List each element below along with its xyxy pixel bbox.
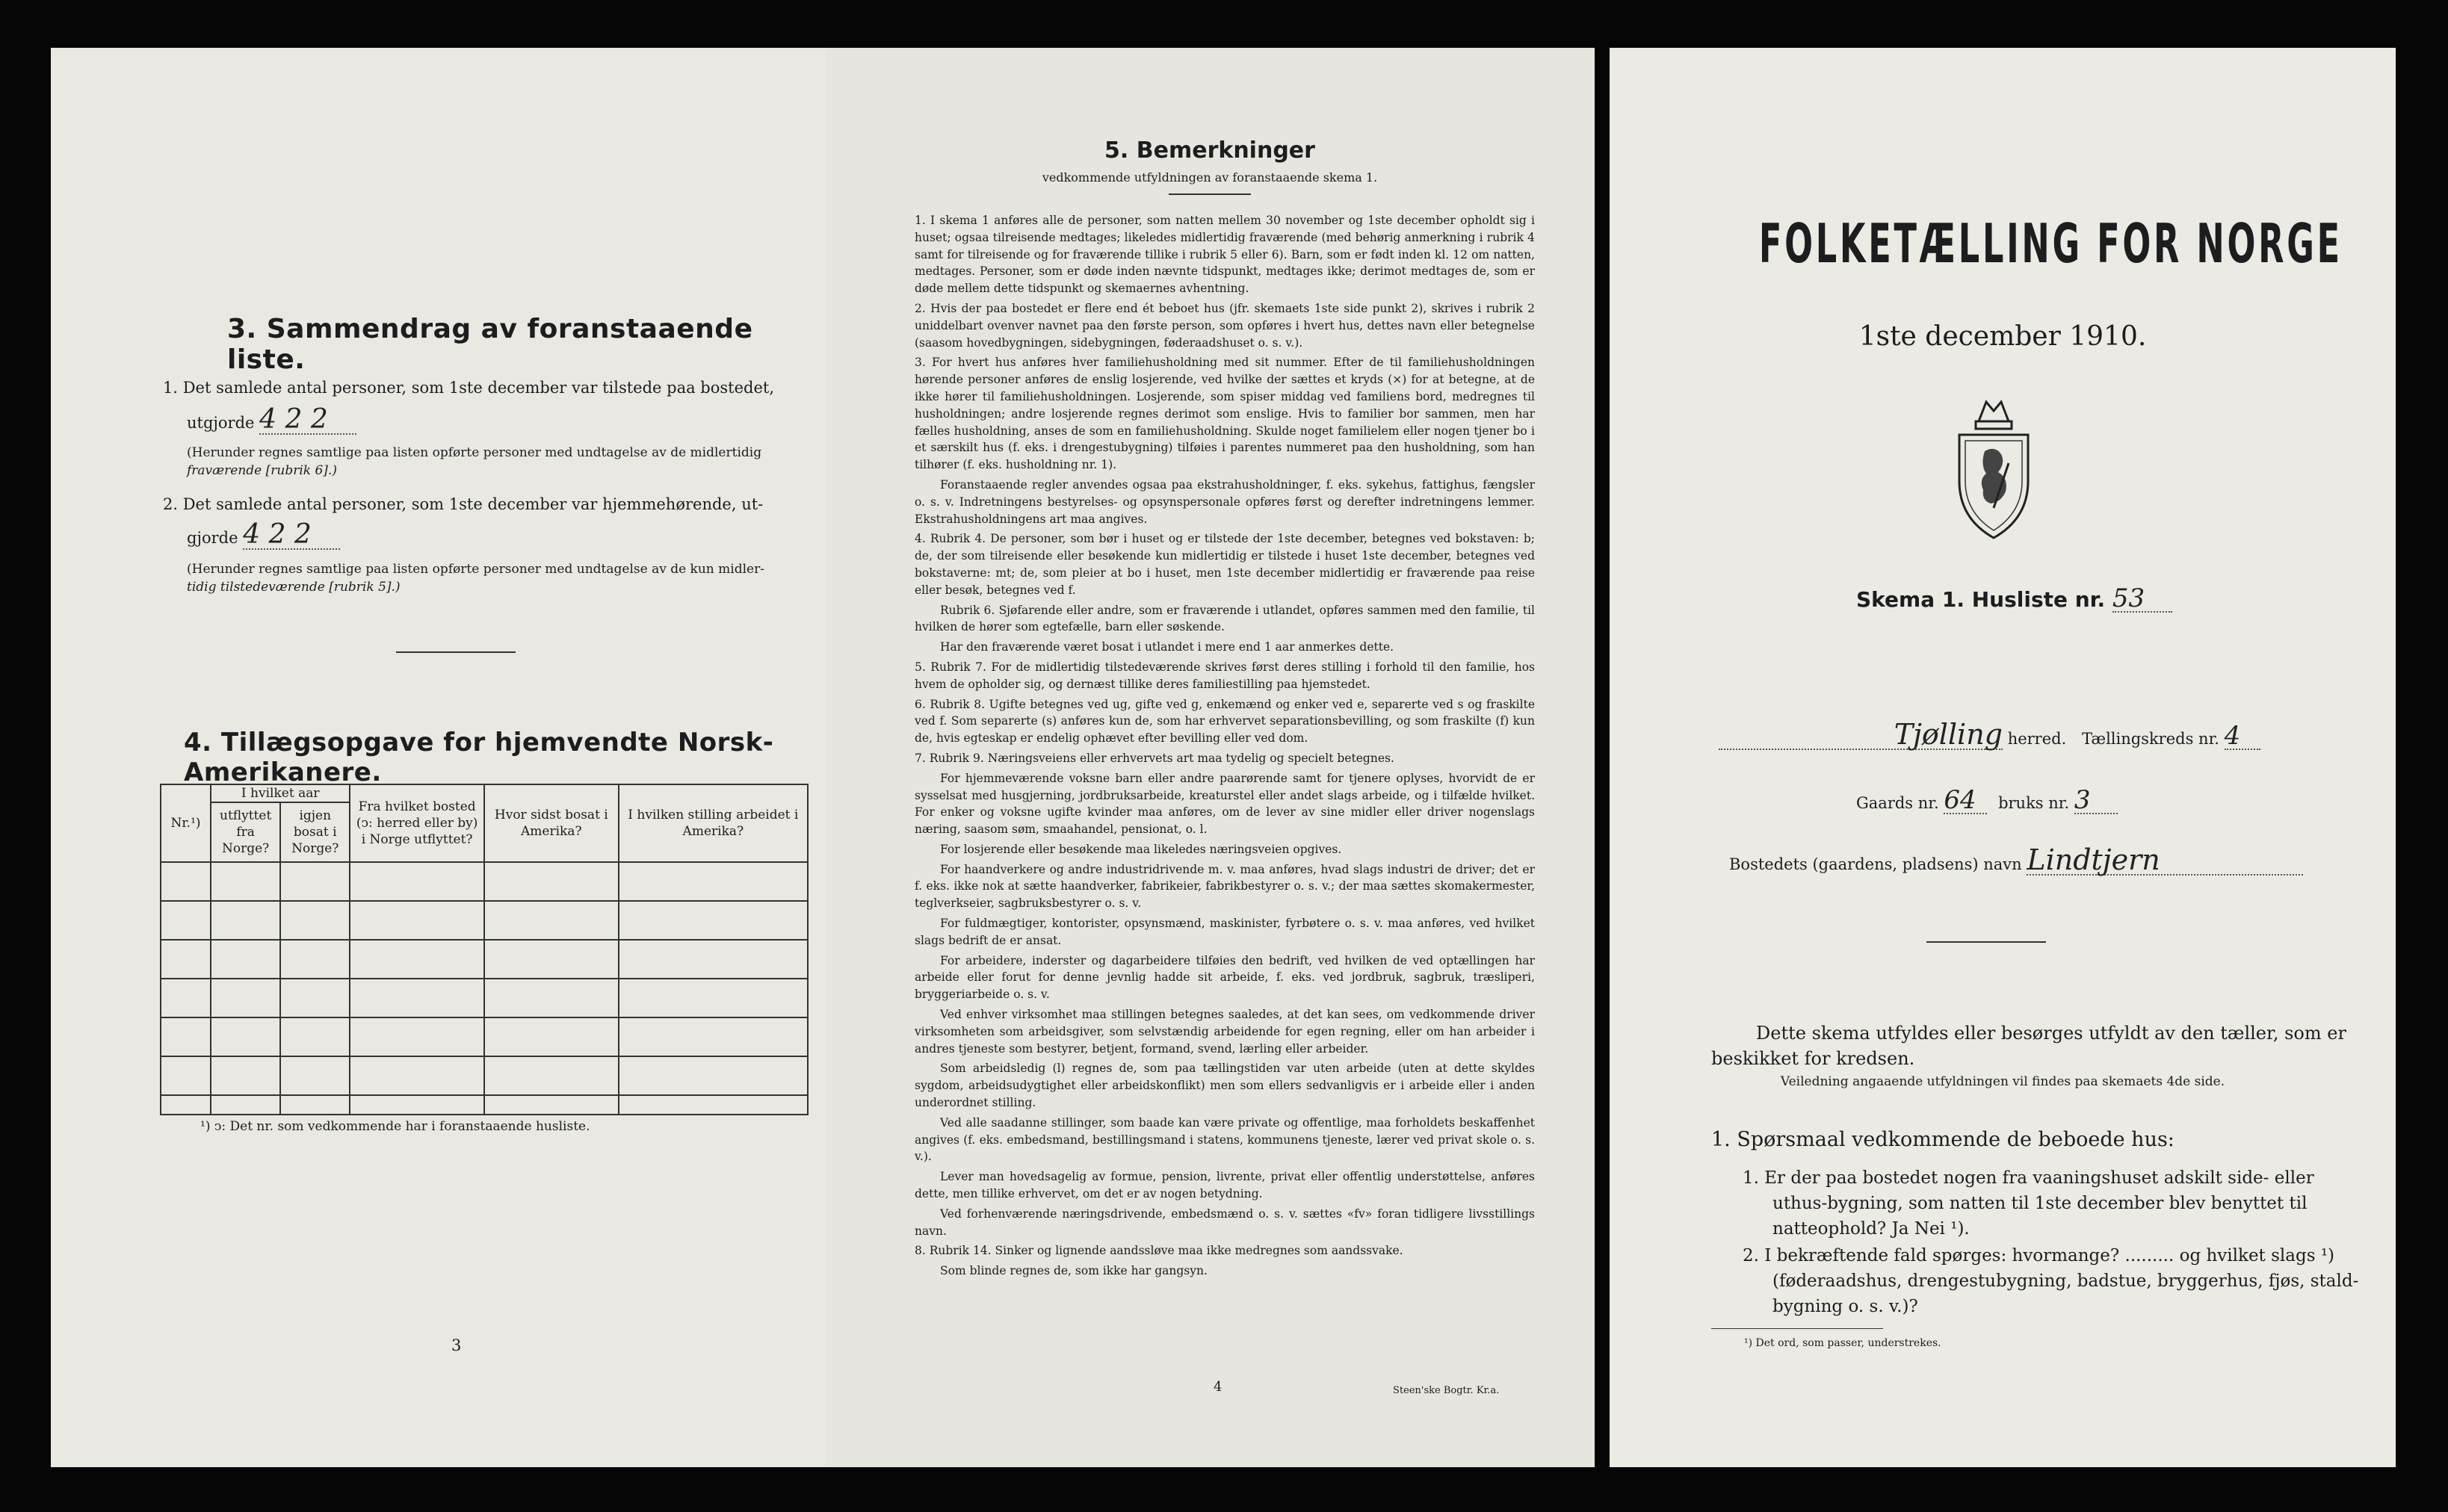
section4-title: 4. Tillægsopgave for hjemvendte Norsk-Amerikanere. (184, 728, 774, 787)
herred-label: herred. (2007, 730, 2067, 748)
item1-note1: (Herunder regnes samtlige paa listen opførte personer med undtagelse av de midlertidig (187, 445, 762, 460)
bemerkning-paragraph: 1. I skema 1 anføres alle de personer, som natten mellem 30 november og 1ste december opholdt sig i huset; ogsaa tilreisende medtages; likeledes midlertidig fraværende (med behørig anmerkning i rubrik 4 samt for tilreisende og for fraværende tillike i rubrik 5 eller 6). Barn, som er født inden kl. 12 om natten, medtages. Personer, som er døde inden nævnte tidspunkt, medtages ikke; derimot medtages de, som er døde mellem dette tidspunkt og skemaernes avhentning. (915, 214, 1535, 296)
kreds-label: Tællingskreds nr. (2081, 730, 2219, 748)
kreds-field[interactable]: 4 (2225, 723, 2260, 750)
col-returned: igjen bosat i Norge? (280, 802, 350, 862)
husliste-nr-field[interactable]: 53 (2112, 586, 2172, 613)
col-position: I hvilken stilling arbeidet i Amerika? (619, 784, 808, 862)
intro-line1: Dette skema utfyldes eller besørges utfyldt av den tæller, som er (1756, 1023, 2346, 1044)
intro-text (1711, 1020, 2369, 1071)
bemerkninger-title: 5. Bemerkninger (1104, 137, 1315, 164)
page3-footnote: ¹) Det ord, som passer, understrekes. (1744, 1337, 1941, 1349)
herred-field[interactable]: Tjølling (1719, 720, 2003, 750)
bemerkning-paragraph: Rubrik 6. Sjøfarende eller andre, som er fraværende i utlandet, opføres sammen med den familie, til hvilken de hører som egtefælle, barn eller søskende. (915, 603, 1535, 634)
col-nr: Nr.¹) (161, 784, 211, 862)
bemerkning-paragraph: For losjerende eller besøkende maa likeledes næringsveien opgives. (940, 842, 1342, 856)
q2-line3: bygning o. s. v.)? (1772, 1297, 1918, 1316)
table-footnote: ¹) ↄ: Det nr. som vedkommende har i foranstaaende husliste. (200, 1119, 590, 1134)
question-1 (1743, 1165, 2370, 1242)
col-from-where: Fra hvilket bosted (ↄ: herred eller by) i Norge utflyttet? (350, 784, 484, 862)
gaards-label: Gaards nr. (1856, 794, 1939, 812)
divider (1926, 941, 2046, 943)
bemerkning-paragraph: 3. For hvert hus anføres hver familiehusholdning med sit nummer. Efter de til familiehusholdningen hørende personer anføres de enslig losjerende, ved hvilke der sættes et kryds (×) for at betegne, at de ikke hører til familiehusholdningen. Losjerende, som spiser middag ved familiens bord, medregnes til husholdningen; andre losjerende regnes derimot som enslige. Hvis to familier bor sammen, men har fælles husholdning, anses de som en familiehusholdning. Skulde noget familielem eller nogen tjener bo i et særskilt hus (f. eks. i drengestubygning) tilføies i parentes nummeret paa den husholdning, som han tilhører (f. eks. husholdning nr. 1). (915, 356, 1535, 472)
table-row (161, 862, 808, 901)
bemerkning-paragraph: For hjemmeværende voksne barn eller andre paarørende samt for tjenere oplyses, hvorvidt de er sysselsat med husgjerning, jordbruksarbeide, kreaturstel eller andet slags arbeide, og i tilfælde hvilket. For enker og voksne ugifte kvinder maa anføres, om de lever av sine midler eller driver nogenslags næring, saasom søm, smaahandel, pensionat, o. l. (915, 771, 1535, 837)
bosted-label: Bostedets (gaardens, pladsens) navn (1729, 855, 2022, 873)
col-last-lived: Hvor sidst bosat i Amerika? (484, 784, 619, 862)
bemerkning-paragraph: Ved forhenværende næringsdrivende, embedsmænd o. s. v. sættes «fv» foran tidligere livsstillings navn. (915, 1206, 1535, 1238)
bemerkning-paragraph: 6. Rubrik 8. Ugifte betegnes ved ug, gifte ved g, enkemænd og enker ved e, separerte ved s og fraskilte ved f. Som separerte (s) anføres kun de, som har erhvervet separationsbevilling, og som fraskilte (f) kun de, hvis egteskap er endelig ophævet efter bevilling eller ved dom. (915, 697, 1535, 746)
herred-row (1719, 720, 2260, 750)
bemerkning-paragraph: 2. Hvis der paa bostedet er flere end ét beboet hus (jfr. skemaets 1ste side punkt 2), skrives i rubrik 2 uniddelbart ovenver navnet paa den første person, som opføres i hvert hus, dettes navn eller betegnelse (saasom hovedbygningen, sidebygningen, føderaadshuset o. s. v.). (915, 301, 1535, 350)
bemerkning-paragraph: Som arbeidsledig (l) regnes de, som paa tællingstiden var uten arbeide (uten at dette skyldes sygdom, arbeidsudygtighet eller arbeidskonflikt) men som ellers sedvanligvis er i arbeide eller i anden underordnet stilling. (915, 1062, 1535, 1110)
q2-line2: (føderaadshus, drengestubygning, badstue, bryggerhus, fjøs, stald- (1772, 1271, 2359, 1291)
item1-note2: fraværende [rubrik 6].) (187, 463, 337, 478)
main-title: FOLKETÆLLING FOR NORGE (1758, 212, 2343, 275)
bemerkning-paragraph: For haandverkere og andre industridrivende m. v. maa anføres, hvad slags industri de driver; det er f. eks. ikke nok at sætte haandverker, fabrikeier, fabrikbestyrer o. s. v.; der maa sættes skomakermester, teglverkseier, sagbruksbestyrer o. s. v. (915, 862, 1535, 911)
table-row (161, 940, 808, 979)
table-row (161, 1017, 808, 1056)
item2-note1: (Herunder regnes samtlige paa listen opførte personer med undtagelse av de kun midler- (187, 562, 764, 577)
item1-line1: 1. Det samlede antal personer, som 1ste december var tilstede paa bostedet, (163, 379, 775, 397)
gaards-field[interactable]: 64 (1944, 787, 1987, 814)
table-row (161, 901, 808, 940)
bruks-field[interactable]: 3 (2074, 787, 2118, 814)
footnote-divider (1711, 1328, 1883, 1329)
q1-line3: natteophold? Ja Nei ¹). (1772, 1219, 1970, 1239)
guidance-note: Veiledning angaaende utfyldningen vil findes paa skemaets 4de side. (1780, 1074, 2225, 1089)
bruks-label: bruks nr. (1998, 794, 2070, 812)
bemerkning-paragraph: For fuldmægtiger, kontorister, opsynsmænd, maskinister, fyrbøtere o. s. v. maa anføres, ved hvilket slags bedrift de er ansat. (915, 917, 1535, 947)
bemerkning-paragraph: Ved enhver virksomhet maa stillingen betegnes saaledes, at det kan sees, om vedkommende driver virksomheten som arbeidsgiver, som selvstændig arbeidende for egen regning, eller om han arbeider i andres tjeneste som bestyrer, betjent, formand, svend, lærling eller arbeider. (915, 1008, 1535, 1056)
page-number: 3 (451, 1336, 462, 1354)
item2-line1: 2. Det samlede antal personer, som 1ste december var hjemmehørende, ut- (163, 495, 764, 513)
item1-value[interactable]: 4 2 2 (259, 406, 356, 435)
bemerkning-paragraph: Lever man hovedsagelig av formue, pension, livrente, privat eller offentlig understøttelse, anføres dette, men tillike erhvervet, om det er av nogen betydning. (915, 1170, 1535, 1201)
question-heading: 1. Spørsmaal vedkommende de beboede hus: (1711, 1128, 2175, 1151)
bemerkning-paragraph: For arbeidere, inderster og dagarbeidere tilføies den bedrift, ved hvilken de ved optællingen har arbeide eller forut for denne jevnlig hadde sit arbeide, f. eks. ved jordbruk, sagbruk, træsliperi, bryggeriarbeide o. s. v. (915, 953, 1535, 1002)
bemerkning-paragraph: Som blinde regnes de, som ikke har gangsyn. (940, 1264, 1208, 1278)
bosted-row (1729, 843, 2303, 876)
divider (396, 651, 516, 653)
bemerkning-paragraph: Foranstaaende regler anvendes ogsaa paa ekstrahusholdninger, f. eks. sykehus, fattighus, fængsler o. s. v. Indretningens bestyrelses- og opsynspersonale opføres først og derefter indretningens lemmer. Ekstrahusholdningens art maa angives. (915, 477, 1535, 526)
item2-label-row (187, 521, 340, 550)
item2-label: gjorde (187, 529, 238, 547)
schema-label: Skema 1. Husliste nr. (1856, 587, 2106, 612)
item2-note2: tidig tilstedeværende [rubrik 5].) (187, 580, 401, 595)
q1-line2: uthus-bygning, som natten til 1ste december blev benyttet til (1772, 1194, 2308, 1213)
divider (1169, 193, 1251, 195)
page-left (51, 48, 825, 1467)
norway-coat-of-arms-icon (1946, 391, 2041, 541)
question-2 (1743, 1243, 2370, 1319)
bemerkning-paragraph: 5. Rubrik 7. For de midlertidig tilstedeværende skrives først deres stilling i forhold til den familie, hos hvem de opholder sig, og dernæst tillike deres familiestilling paa hjemstedet. (915, 660, 1535, 691)
page-middle (825, 48, 1595, 1467)
bosted-field[interactable]: Lindtjern (2027, 846, 2303, 876)
q2-line1: 2. I bekræftende fald spørges: hvormange? ......... og hvilket slags ¹) (1743, 1246, 2335, 1265)
item1-label: utgjorde (187, 414, 255, 432)
bemerkning-paragraph: Har den fraværende været bosat i utlandet i mere end 1 aar anmerkes dette. (940, 640, 1394, 654)
bemerkning-paragraph: 8. Rubrik 14. Sinker og lignende aandssløve maa ikke medregnes som aandssvake. (915, 1244, 1403, 1258)
intro-line2: beskikket for kredsen. (1711, 1048, 1915, 1069)
bemerkning-paragraph: 7. Rubrik 9. Næringsveiens eller erhvervets art maa tydelig og specielt betegnes. (915, 751, 1394, 765)
page-right (1610, 48, 2396, 1467)
table-row (161, 1056, 808, 1095)
item2-value[interactable]: 4 2 2 (243, 521, 340, 550)
table-row (161, 1095, 808, 1115)
bemerkninger-list (915, 212, 1535, 1283)
col-which-year: I hvilket aar (211, 784, 350, 802)
printer-imprint: Steen'ske Bogtr. Kr.a. (1393, 1385, 1500, 1396)
page-number: 4 (1214, 1379, 1223, 1395)
bemerkning-paragraph: 4. Rubrik 4. De personer, som bør i huset og er tilstede der 1ste december, betegnes ved bokstaven: b; de, der som tilreisende eller besøkende kun midlertidig er tilstede i huset 1ste december, betegnes ved bokstaverne: mt; de, som pleier at bo i huset, men 1ste december midlertidig er fraværende paa reise eller besøk, betegnes ved f. (915, 532, 1535, 597)
schema-row (1856, 583, 2172, 613)
gaards-row (1856, 787, 2118, 814)
norsk-amerikaner-table (160, 784, 809, 1115)
bemerkninger-subtitle: vedkommende utfyldningen av foranstaaende skema 1. (1042, 170, 1378, 185)
section3-title: 3. Sammendrag av foranstaaende liste. (227, 314, 753, 375)
bemerkning-paragraph: Ved alle saadanne stillinger, som baade kan være private og offentlige, maa forholdets beskaffenhet angives (f. eks. embedsmand, bestillingsmand i statens, kommunens tjeneste, lærer ved privat skole o. s. v.). (915, 1115, 1535, 1164)
item1-label-row (187, 406, 356, 435)
census-date: 1ste december 1910. (1858, 321, 2147, 352)
q1-line1: 1. Er der paa bostedet nogen fra vaaningshuset adskilt side- eller (1743, 1168, 2314, 1188)
table-row (161, 979, 808, 1017)
col-emigrated: utflyttet fra Norge? (211, 802, 280, 862)
